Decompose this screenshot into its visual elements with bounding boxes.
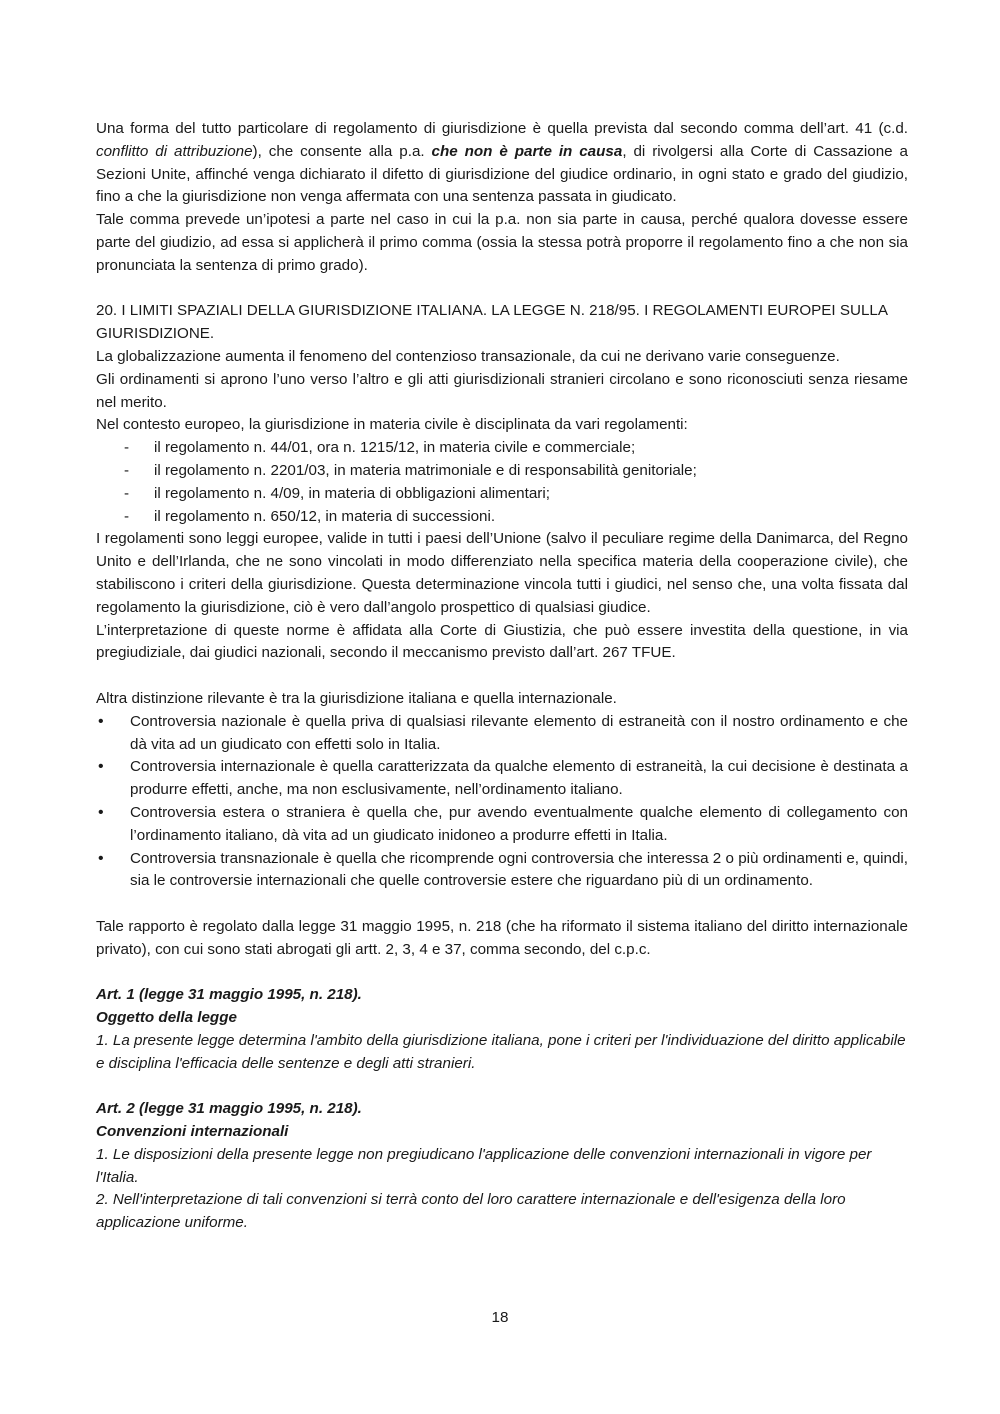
- regulations-list: [96, 437, 908, 528]
- article-2-text-2: 2. Nell'interpretazione di tali convenzioni si terrà conto del loro carattere internazionale e dell'esigenza della loro applicazione uniforme.: [96, 1191, 846, 1232]
- distinction-intro: Altra distinzione rilevante è tra la giurisdizione italiana e quella internazionale.: [96, 689, 617, 707]
- intro-text: Una forma del tutto particolare di regolamento di giurisdizione è quella prevista dal secondo comma dell’art. 41 (c.d.: [96, 120, 908, 137]
- section-paragraph-4: I regolamenti sono leggi europee, valide in tutti i paesi dell’Unione (salvo il peculiare regime della Danimarca, del Regno Unito e dell’Irlanda, che ne sono vincolati in modo differenziato nella specifica materia della cooperazione civile), che stabiliscono i criteri della giurisdizione. Questa determinazione vincola tutti i giudici, nel senso che, una volta fissata dal regolamento la giurisdizione, ciò è vero dall’angolo prospettico di qualsiasi giudice.: [96, 530, 908, 616]
- intro-italic-term: conflitto di attribuzione: [96, 142, 253, 160]
- section-paragraph-2: Gli ordinamenti si aprono l’uno verso l’altro e gli atti giurisdizionali stranieri circolano e sono riconosciuti senza riesame nel merito.: [96, 370, 908, 411]
- section-paragraph-5: L’interpretazione di queste norme è affidata alla Corte di Giustizia, che può essere investita della questione, in via pregiudiziale, dai giudici nazionali, secondo il meccanismo previsto dall’art. 267 TFUE.: [96, 621, 908, 662]
- intro-text: , di rivolgersi alla Corte di Cassazione a Sezioni Unite, affinché venga dichiarato il difetto di giurisdizione del giudice ordinario, in ogni stato e grado del giudizio, fino a che la giurisdizione non venga affermata con una sentenza passata in giudicato.: [96, 142, 908, 206]
- intro-paragraph-2: Tale comma prevede un’ipotesi a parte nel caso in cui la p.a. non sia parte in causa, perché qualora dovesse essere parte del giudizio, ad essa si applicherà il primo comma (ossia la stessa potrà proporre il regolamento fino a che non sia pronunciata la sentenza di primo grado).: [96, 211, 908, 274]
- list-item: • Controversia estera o straniera è quella che, pur avendo eventualmente qualche elemento di collegamento con l’ordinamento italiano, dà vita ad un giudicato inidoneo a produrre effetti in Italia.: [96, 802, 908, 848]
- article-1-subtitle: Oggetto della legge: [96, 1009, 237, 1027]
- list-item: - il regolamento n. 4/09, in materia di obbligazioni alimentari;: [96, 483, 908, 506]
- section-paragraph-3: Nel contesto europeo, la giurisdizione in materia civile è disciplinata da vari regolamenti:: [96, 416, 688, 434]
- list-item: - il regolamento n. 2201/03, in materia matrimoniale e di responsabilità genitoriale;: [96, 460, 908, 483]
- controversy-list: [96, 711, 908, 893]
- article-2-subtitle: Convenzioni internazionali: [96, 1123, 289, 1141]
- list-item: • Controversia nazionale è quella priva di qualsiasi rilevante elemento di estraneità con il nostro ordinamento e che dà vita ad un giudicato con effetti solo in Italia.: [96, 711, 908, 757]
- list-item: • Controversia internazionale è quella caratterizzata da qualche elemento di estraneità, la cui decisione è destinata a produrre effetti, anche, ma non esclusivamente, nell’ordinamento italiano.: [96, 756, 908, 802]
- page-number: 18: [491, 1309, 509, 1326]
- list-item: - il regolamento n. 650/12, in materia di successioni.: [96, 506, 908, 529]
- list-item: - il regolamento n. 44/01, ora n. 1215/12, in materia civile e commerciale;: [96, 437, 908, 460]
- intro-paragraph-1: [96, 118, 908, 209]
- section-paragraph-1: La globalizzazione aumenta il fenomeno del contenzioso transazionale, da cui ne derivano varie conseguenze.: [96, 347, 840, 365]
- article-1-text: 1. La presente legge determina l'ambito della giurisdizione italiana, pone i criteri per l'individuazione del diritto applicabile e disciplina l'efficacia delle sentenze e degli atti stranieri.: [96, 1031, 906, 1072]
- list-item: • Controversia transnazionale è quella che ricomprende ogni controversia che interessa 2 o più ordinamenti e, quindi, sia le controversie internazionali che quelle controversie estere che riguardano più di un ordinamento.: [96, 848, 908, 894]
- law-paragraph: Tale rapporto è regolato dalla legge 31 maggio 1995, n. 218 (che ha riformato il sistema italiano del diritto internazionale privato), con cui sono stati abrogati gli artt. 2, 3, 4 e 37, comma secondo, del c.p.c.: [96, 917, 908, 958]
- article-1-title: Art. 1 (legge 31 maggio 1995, n. 218).: [96, 986, 362, 1004]
- document-page: [96, 118, 908, 1235]
- article-2-text-1: 1. Le disposizioni della presente legge non pregiudicano l'applicazione delle convenzioni internazionali in vigore per l'Italia.: [96, 1145, 872, 1186]
- section-heading: 20. I LIMITI SPAZIALI DELLA GIURISDIZIONE ITALIANA. LA LEGGE N. 218/95. I REGOLAMENTI EUROPEI SULLA GIURISDIZIONE.: [96, 302, 888, 343]
- intro-bold-italic-term: che non è parte in causa: [431, 142, 623, 160]
- intro-text: ), che consente alla p.a.: [252, 142, 432, 160]
- article-2-title: Art. 2 (legge 31 maggio 1995, n. 218).: [96, 1100, 362, 1118]
